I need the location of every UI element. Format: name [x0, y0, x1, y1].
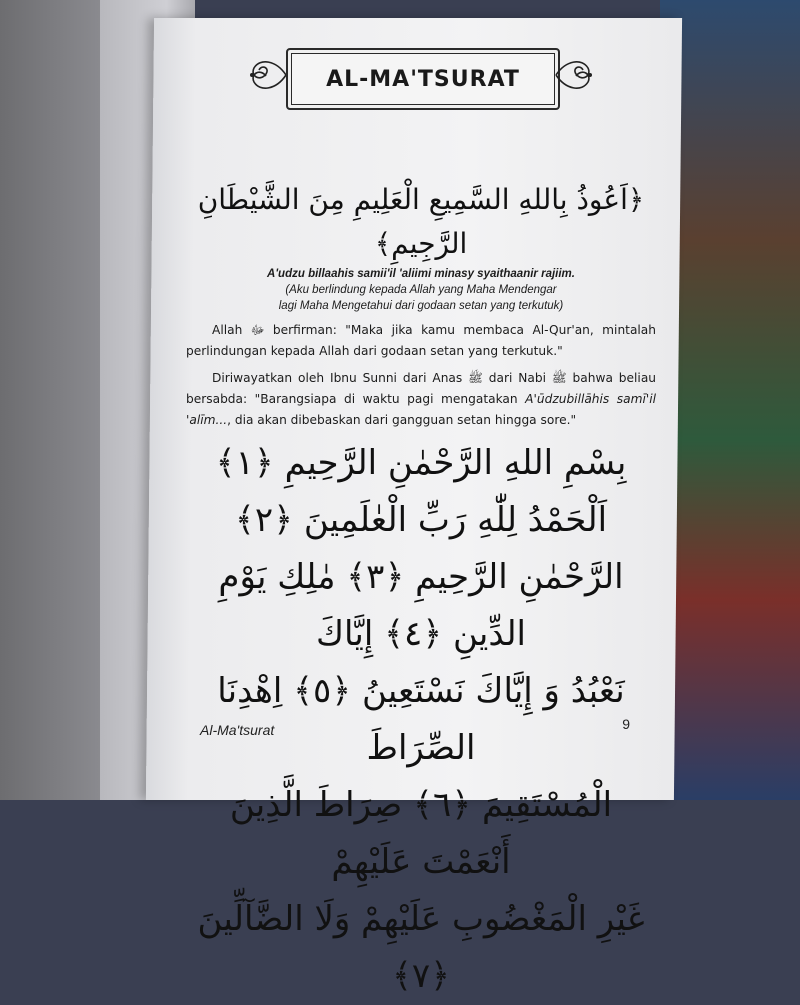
- paragraph-hadith: [186, 368, 656, 431]
- page-footer: [200, 716, 630, 746]
- background-left: [0, 0, 110, 800]
- flourish-left-icon: [248, 50, 288, 100]
- hadith-text-a: Diriwayatkan oleh Ibnu Sunni dari Anas ﷺ dari Nabi ﷺ bahwa beliau bersabda: "Barangsiapa di waktu pagi mengatakan: [186, 371, 657, 406]
- fatihah-line-5: غَيْرِ الْمَغْضُوبِ عَلَيْهِمْ وَلَا الضَّآلِّينَ ﴿٧﴾: [197, 899, 645, 996]
- fatihah-line-4: الْمُسْتَقِيمَ ﴿٦﴾ صِرَاطَ الَّذِينَ أَنْعَمْتَ عَلَيْهِمْ: [229, 785, 613, 882]
- hadith-text-b: , dia akan dibebaskan dari gangguan setan hingga sore.": [227, 413, 577, 427]
- taawudz-transliteration: A'udzu billaahis samii'il 'aliimi minasy syaithaanir rajiim.: [267, 268, 575, 280]
- fatihah-line-3: نَعْبُدُ وَ إِيَّاكَ نَسْتَعِينُ ﴿٥﴾ اِهْدِنَا الصِّرَاطَ: [217, 671, 625, 768]
- page-content: [186, 40, 657, 996]
- fatihah-line-2: الرَّحْمٰنِ الرَّحِيمِ ﴿٣﴾ مٰلِكِ يَوْمِ الدِّينِ ﴿٤﴾ إِيَّاكَ: [218, 557, 624, 654]
- translation-line-2: lagi Maha Mengetahui dari godaan setan yang terkutuk): [278, 300, 564, 312]
- translation-line-1: (Aku berlindung kepada Allah yang Maha Mendengar: [285, 284, 557, 296]
- page-title: AL-MA'TSURAT: [326, 66, 520, 92]
- taawudz-translation: [186, 282, 656, 314]
- fatihah-line-1: بِسْمِ اللهِ الرَّحْمٰنِ الرَّحِيمِ ﴿١﴾ اَلْحَمْدُ لِلّٰهِ رَبِّ الْعٰلَمِينَ ﴿٢﴾: [215, 443, 627, 540]
- title-frame: [286, 48, 560, 110]
- header-banner: [186, 40, 656, 116]
- page-number: 9: [622, 716, 630, 732]
- paragraph-allah-berfirman: Allah ﷻ berfirman: "Maka jika kamu membaca Al-Qur'an, mintalah perlindungan kepada Allah dari godaan setan yang terkutuk.": [186, 323, 656, 358]
- hadith-italic-phrase: A'ūdzubillāhis samī'il 'alīm...: [186, 392, 657, 427]
- footer-book-title: Al-Ma'tsurat: [200, 722, 275, 738]
- flourish-right-icon: [554, 50, 594, 100]
- taawudz-arabic: ﴿اَعُوذُ بِاللهِ السَّمِيعِ الْعَلِيمِ مِنَ الشَّيْطَانِ الرَّجِيمِ﴾: [197, 183, 645, 260]
